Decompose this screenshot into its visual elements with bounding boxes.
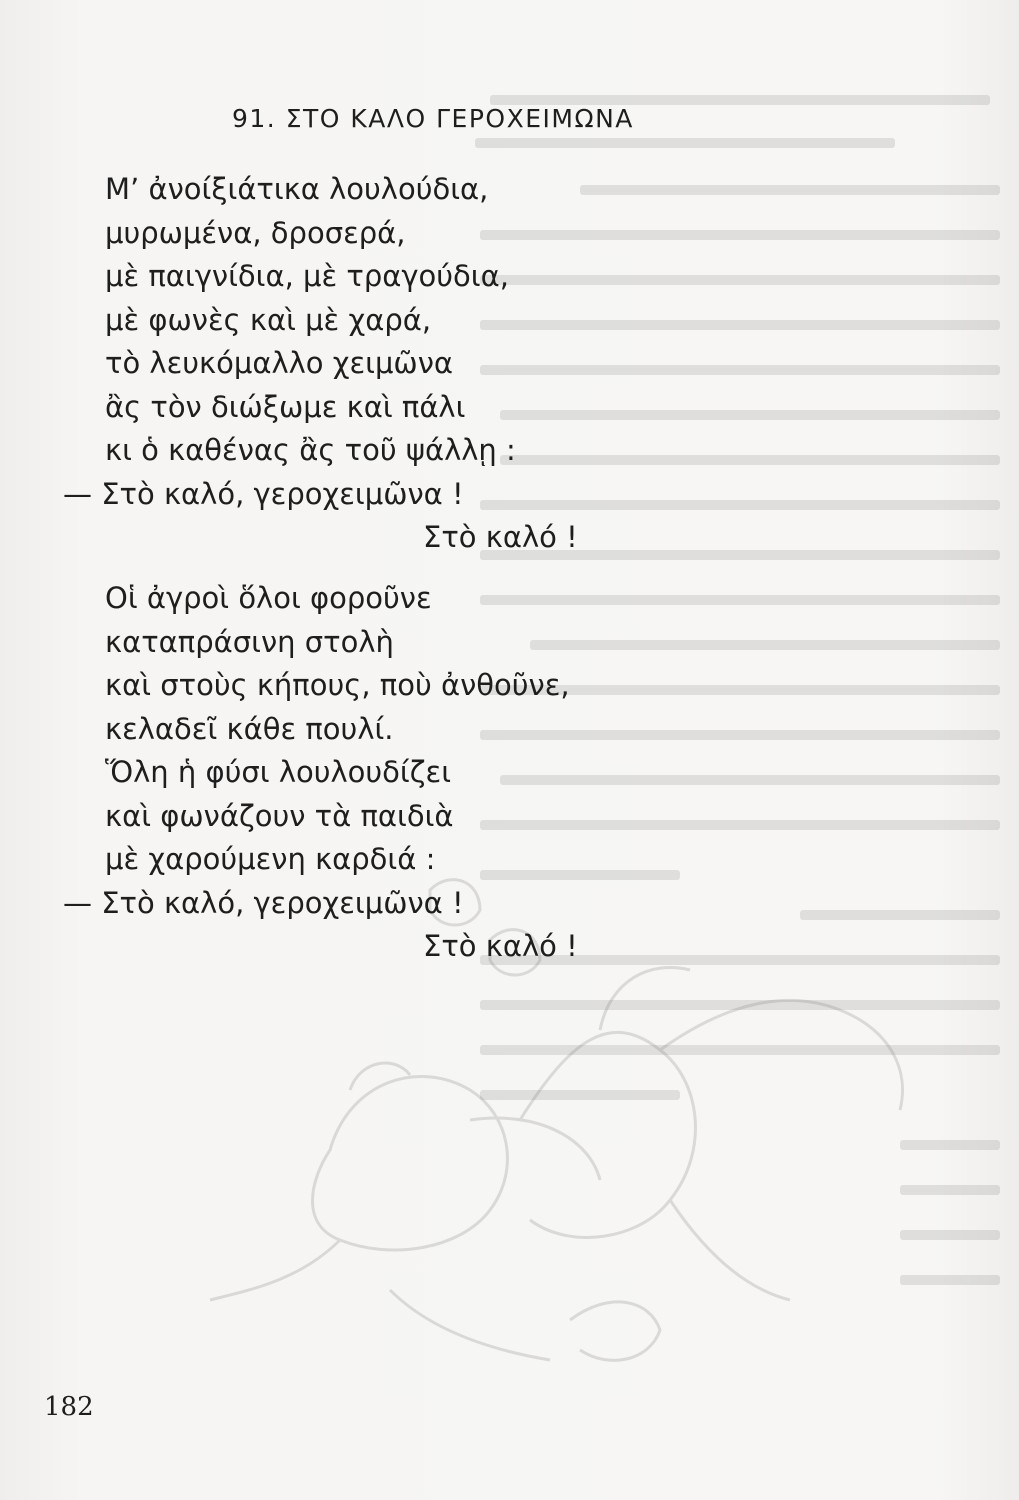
poem-line: Οἱ ἀγροὶ ὅλοι φοροῦνε [105, 581, 432, 615]
refrain-line: — Στὸ καλό, γεροχειμῶνα ! [63, 476, 464, 511]
poem-line: καὶ φωνάζουν τὰ παιδιὰ [105, 798, 454, 833]
poem-line: καταπράσινη στολὴ [105, 624, 394, 659]
page-number: 182 [44, 1392, 94, 1422]
poem-title: 91. ΣΤΟ ΚΑΛΟ ΓΕΡΟΧΕΙΜΩΝΑ [232, 104, 634, 133]
stanza-1 [63, 168, 578, 560]
poem-line: μυρωμένα, δροσερά, [105, 215, 406, 250]
refrain-line: — Στὸ καλό, γεροχειμῶνα ! [63, 885, 464, 920]
poem-line: ἂς τὸν διώξωμε καὶ πάλι [105, 389, 466, 424]
refrain-closing-line: Στὸ καλό ! [423, 520, 578, 554]
poem-line: κι ὁ καθένας ἂς τοῦ ψάλλῃ : [105, 433, 516, 467]
poem-line: μὲ φωνὲς καὶ μὲ χαρά, [105, 302, 432, 337]
poem-line: Μ’ ἀνοίξιάτικα λουλούδια, [105, 172, 489, 206]
poem-line: μὲ χαρούμενη καρδιά : [105, 842, 436, 876]
poem-line: καὶ στοὺς κήπους, ποὺ ἀνθοῦνε, [105, 668, 570, 702]
refrain-closing-line: Στὸ καλό ! [423, 929, 578, 963]
poem-line: μὲ παιγνίδια, μὲ τραγούδια, [105, 259, 509, 293]
stanza-2 [63, 577, 578, 969]
poem-line: κελαδεῖ κάθε πουλί. [105, 711, 394, 746]
poem-line: τὸ λευκόμαλλο χειμῶνα [105, 346, 454, 380]
poem-line: Ὅλη ἡ φύσι λουλουδίζει [105, 755, 452, 789]
